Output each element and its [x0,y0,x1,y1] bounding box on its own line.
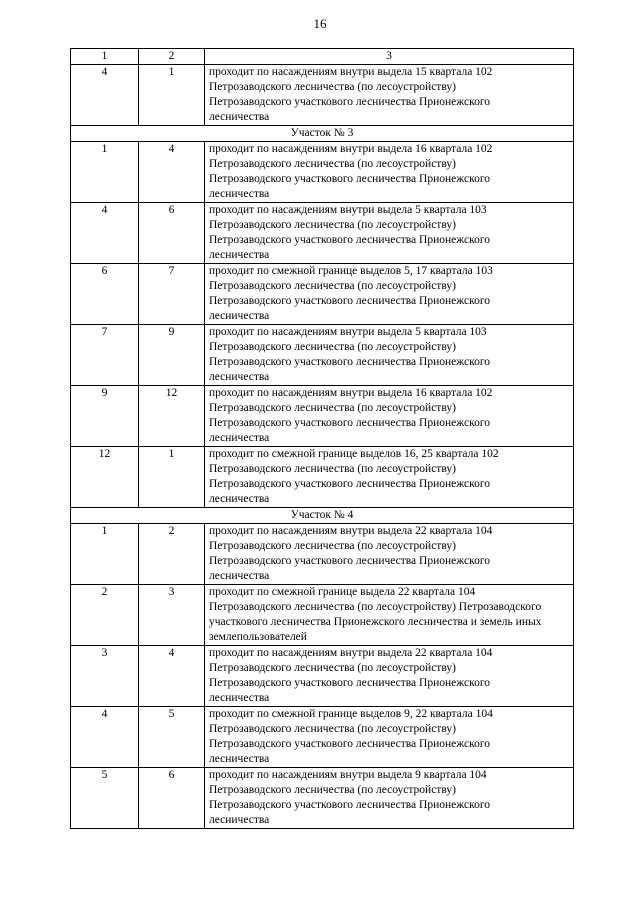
description-line: участкового лесничества Прионежского лесничества и земель иных [209,616,542,628]
section-row [71,508,574,524]
point-to-cell: 9 [139,325,205,386]
description-line: лесничества [209,814,270,826]
point-from-cell: 6 [71,264,139,325]
boundary-description-cell [205,65,574,126]
point-to-cell: 1 [139,65,205,126]
description-line: Петрозаводского лесничества (по лесоустройству) Петрозаводского [209,601,542,613]
boundary-description-cell [205,142,574,203]
description-line: Петрозаводского участкового лесничества Прионежского [209,417,491,429]
table-row [71,585,574,646]
description-line: Петрозаводского лесничества (по лесоустройству) [209,81,456,93]
header-cell-to: 2 [139,49,205,65]
boundary-description-cell [205,386,574,447]
point-to-cell: 4 [139,142,205,203]
description-line: проходит по смежной границе выдела 22 квартала 104 [209,586,476,598]
description-line: Петрозаводского участкового лесничества Прионежского [209,677,491,689]
description-line: Петрозаводского лесничества (по лесоустройству) [209,219,456,231]
section-title: Участок № 4 [71,508,574,524]
table-row [71,768,574,829]
point-to-cell: 12 [139,386,205,447]
table-row [71,447,574,508]
section-title: Участок № 3 [71,126,574,142]
point-from-cell: 4 [71,65,139,126]
header-cell-description: 3 [205,49,574,65]
description-line: Петрозаводского участкового лесничества Прионежского [209,295,491,307]
description-line: лесничества [209,188,270,200]
point-to-cell: 6 [139,203,205,264]
description-line: лесничества [209,570,270,582]
description-line: Петрозаводского участкового лесничества Прионежского [209,356,491,368]
description-line: Петрозаводского лесничества (по лесоустройству) [209,723,456,735]
description-line: проходит по насаждениям внутри выдела 16 квартала 102 [209,387,493,399]
description-line: Петрозаводского участкового лесничества Прионежского [209,799,491,811]
description-line: проходит по насаждениям внутри выдела 22 квартала 104 [209,647,493,659]
description-line: лесничества [209,371,270,383]
description-line: Петрозаводского лесничества (по лесоустройству) [209,341,456,353]
point-to-cell: 2 [139,524,205,585]
table-row [71,65,574,126]
section-row [71,126,574,142]
point-from-cell: 5 [71,768,139,829]
description-line: лесничества [209,249,270,261]
description-line: проходит по смежной границе выделов 16, 25 квартала 102 [209,448,499,460]
boundary-description-cell [205,325,574,386]
boundary-description-cell [205,447,574,508]
table-body [71,49,574,829]
description-line: проходит по насаждениям внутри выдела 22 квартала 104 [209,525,493,537]
description-line: лесничества [209,753,270,765]
boundary-description-cell [205,707,574,768]
point-from-cell: 7 [71,325,139,386]
description-line: лесничества [209,692,270,704]
description-line: Петрозаводского лесничества (по лесоустройству) [209,463,456,475]
description-line: проходит по смежной границе выделов 9, 22 квартала 104 [209,708,493,720]
table-row [71,142,574,203]
table-row [71,646,574,707]
header-cell-from: 1 [71,49,139,65]
table-row [71,203,574,264]
point-from-cell: 4 [71,707,139,768]
boundary-description-cell [205,264,574,325]
description-line: лесничества [209,310,270,322]
description-line: лесничества [209,111,270,123]
point-to-cell: 7 [139,264,205,325]
description-line: Петрозаводского лесничества (по лесоустройству) [209,158,456,170]
table-row [71,386,574,447]
description-line: землепользователей [209,631,307,643]
boundary-description-cell [205,768,574,829]
boundary-description-table [70,48,574,829]
boundary-description-cell [205,203,574,264]
point-to-cell: 5 [139,707,205,768]
description-line: лесничества [209,432,270,444]
description-line: проходит по насаждениям внутри выдела 9 квартала 104 [209,769,487,781]
description-line: Петрозаводского участкового лесничества Прионежского [209,738,491,750]
point-from-cell: 3 [71,646,139,707]
point-to-cell: 3 [139,585,205,646]
page-number: 16 [313,16,327,31]
table-row [71,524,574,585]
description-line: Петрозаводского лесничества (по лесоустройству) [209,662,456,674]
description-line: Петрозаводского лесничества (по лесоустройству) [209,540,456,552]
point-to-cell: 6 [139,768,205,829]
description-line: проходит по насаждениям внутри выдела 5 квартала 103 [209,204,487,216]
description-line: Петрозаводского участкового лесничества Прионежского [209,173,491,185]
description-line: проходит по смежной границе выделов 5, 17 квартала 103 [209,265,493,277]
point-from-cell: 2 [71,585,139,646]
table-row [71,264,574,325]
table-row [71,707,574,768]
table-header-row [71,49,574,65]
point-from-cell: 4 [71,203,139,264]
description-line: лесничества [209,493,270,505]
description-line: Петрозаводского лесничества (по лесоустройству) [209,402,456,414]
description-line: Петрозаводского участкового лесничества Прионежского [209,478,491,490]
description-line: Петрозаводского участкового лесничества Прионежского [209,234,491,246]
point-from-cell: 1 [71,142,139,203]
point-from-cell: 1 [71,524,139,585]
description-line: Петрозаводского участкового лесничества Прионежского [209,555,491,567]
table-row [71,325,574,386]
point-to-cell: 1 [139,447,205,508]
description-line: Петрозаводского лесничества (по лесоустройству) [209,280,456,292]
description-line: Петрозаводского участкового лесничества Прионежского [209,96,491,108]
description-line: проходит по насаждениям внутри выдела 15 квартала 102 [209,66,493,78]
point-from-cell: 9 [71,386,139,447]
description-line: проходит по насаждениям внутри выдела 16 квартала 102 [209,143,493,155]
boundary-description-cell [205,585,574,646]
description-line: Петрозаводского лесничества (по лесоустройству) [209,784,456,796]
point-to-cell: 4 [139,646,205,707]
description-line: проходит по насаждениям внутри выдела 5 квартала 103 [209,326,487,338]
point-from-cell: 12 [71,447,139,508]
boundary-description-cell [205,524,574,585]
boundary-description-cell [205,646,574,707]
